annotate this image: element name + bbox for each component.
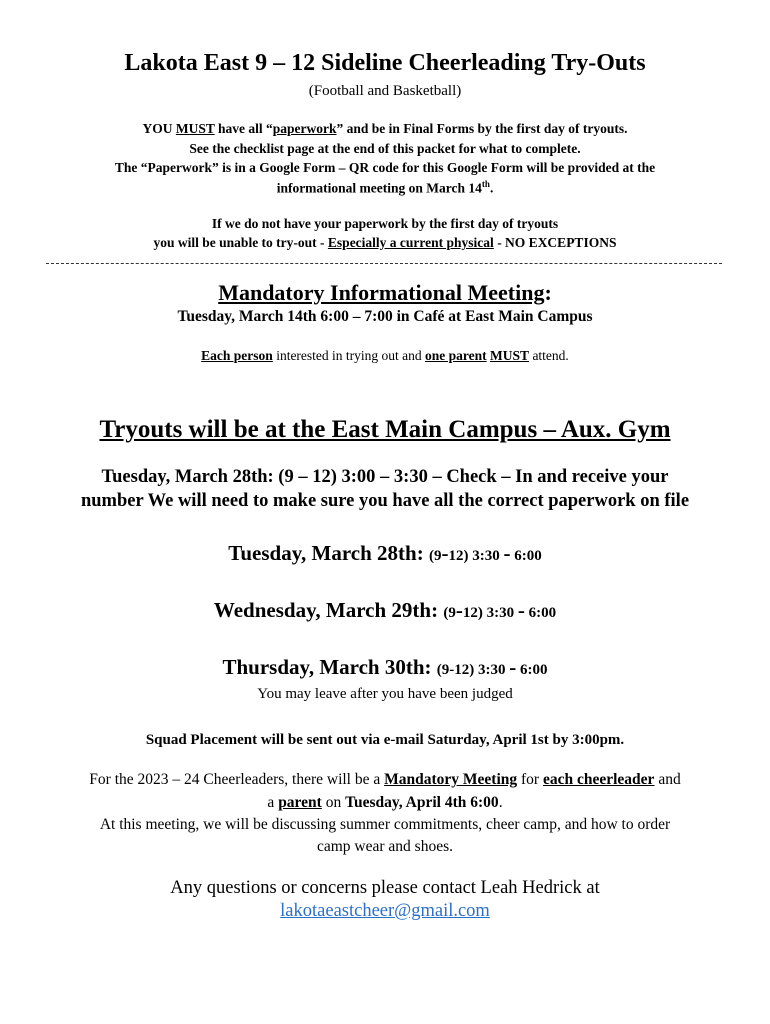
- cheer-meeting-line-4: camp wear and shoes.: [316, 838, 453, 855]
- paperwork-line-4: informational meeting on March 14th.: [276, 179, 494, 196]
- tryout-day-1: Tuesday, March 28th: (9-12) 3:30 - 6:00: [228, 541, 542, 565]
- cheer-meeting-line-2: a parent on Tuesday, April 4th 6:00.: [267, 794, 503, 811]
- paperwork-emphasis: paperwork: [272, 121, 337, 136]
- must-emphasis: MUST: [175, 121, 215, 136]
- paperwork-warning-2: you will be unable to try-out - Especially a current physical - NO EXCEPTIONS: [153, 235, 617, 250]
- squad-placement: Squad Placement will be sent out via e-mail Saturday, April 1st by 3:00pm.: [145, 732, 625, 748]
- paperwork-line-1: YOU MUST have all “paperwork” and be in Final Forms by the first day of tryouts.: [142, 121, 628, 136]
- meeting-heading: Mandatory Informational Meeting:: [218, 280, 552, 305]
- cheer-meeting-line-3: At this meeting, we will be discussing summer commitments, cheer camp, and how to order: [99, 816, 671, 833]
- meeting-attendance: Each person interested in trying out and one parent MUST attend.: [201, 348, 569, 363]
- tryout-day-3: Thursday, March 30th: (9-12) 3:30 - 6:00: [222, 655, 548, 679]
- contact-line: Any questions or concerns please contact Leah Hedrick at: [170, 878, 600, 898]
- paperwork-warning-1: If we do not have your paperwork by the first day of tryouts: [211, 216, 559, 231]
- tryout-day-2: Wednesday, March 29th: (9-12) 3:30 - 6:00: [213, 598, 557, 622]
- dashed-divider: [46, 263, 722, 264]
- page-title: Lakota East 9 – 12 Sideline Cheerleading Try-Outs: [124, 50, 646, 76]
- paperwork-line-2: See the checklist page at the end of this packet for what to complete.: [189, 141, 581, 156]
- contact-email-link[interactable]: lakotaeastcheer@gmail.com: [280, 901, 490, 921]
- checkin-line-1: Tuesday, March 28th: (9 – 12) 3:00 – 3:30 – Check – In and receive your: [101, 467, 669, 487]
- tryouts-heading: Tryouts will be at the East Main Campus – Aux. Gym: [99, 416, 671, 443]
- judged-note: You may leave after you have been judged: [257, 686, 513, 702]
- page-subtitle: (Football and Basketball): [308, 83, 462, 99]
- paperwork-line-3: The “Paperwork” is in a Google Form – QR code for this Google Form will be provided at the: [114, 160, 656, 175]
- checkin-line-2: number We will need to make sure you have all the correct paperwork on file: [80, 491, 690, 511]
- cheer-meeting-line-1: For the 2023 – 24 Cheerleaders, there will be a Mandatory Meeting for each cheerleader and: [89, 771, 681, 788]
- physical-emphasis: Especially a current physical: [327, 235, 494, 250]
- meeting-time: Tuesday, March 14th 6:00 – 7:00 in Café at East Main Campus: [177, 308, 593, 325]
